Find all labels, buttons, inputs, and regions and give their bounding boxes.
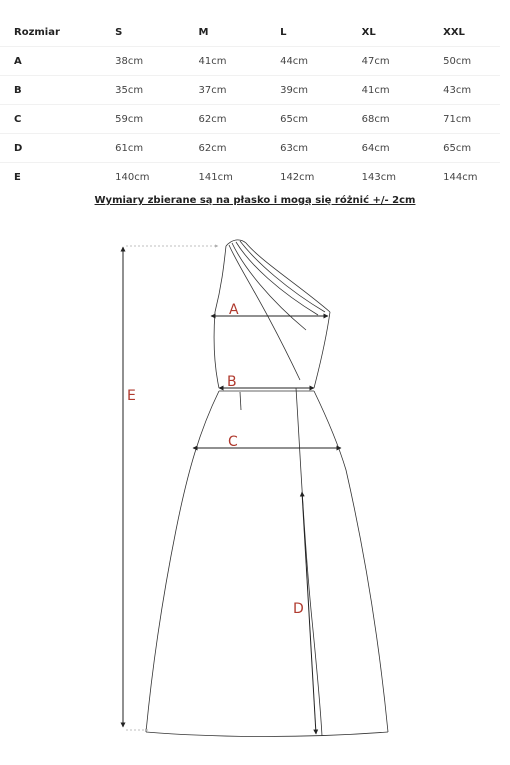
header-size-s: S — [115, 18, 198, 47]
table-cell: 39cm — [280, 76, 362, 105]
table-header-row — [0, 18, 500, 47]
label-e: E — [127, 388, 136, 404]
table-row-e — [0, 163, 500, 192]
dress-diagram — [0, 225, 510, 760]
table-cell: 143cm — [361, 171, 396, 183]
header-size-xxl: XXL — [443, 18, 500, 47]
table-cell: 38cm — [115, 47, 198, 76]
table-cell: 50cm — [443, 47, 500, 76]
table-cell: 62cm — [199, 134, 281, 163]
label-b: B — [227, 374, 237, 390]
table-cell: 62cm — [199, 105, 281, 134]
table-row-d — [0, 134, 500, 163]
table-cell: 43cm — [443, 76, 500, 105]
table-row-b — [0, 76, 500, 105]
table-cell: 65cm — [280, 105, 362, 134]
table-cell: 64cm — [362, 134, 444, 163]
header-size-xl: XL — [362, 18, 444, 47]
measurement-note: Wymiary zbierane są na płasko i mogą się różnić +/- 2cm — [94, 195, 416, 206]
size-table — [0, 18, 500, 191]
table-cell: 65cm — [443, 134, 500, 163]
row-label: D — [0, 134, 115, 163]
dress-outline — [146, 240, 388, 737]
row-label: A — [0, 47, 115, 76]
label-c: C — [228, 434, 238, 450]
label-a: A — [229, 302, 239, 318]
table-cell: 71cm — [443, 105, 500, 134]
table-cell: 59cm — [115, 105, 198, 134]
table-cell: 44cm — [280, 47, 362, 76]
table-cell: 140cm — [115, 171, 150, 183]
table-cell: 141cm — [198, 171, 233, 183]
label-d: D — [293, 601, 304, 617]
table-cell: 35cm — [115, 76, 198, 105]
table-row-c — [0, 105, 500, 134]
header-rozmiar: Rozmiar — [0, 18, 115, 47]
table-row-a — [0, 47, 500, 76]
measure-d-line — [302, 492, 316, 734]
row-label: B — [0, 76, 115, 105]
table-cell: 63cm — [280, 134, 362, 163]
table-cell: 41cm — [362, 76, 444, 105]
row-label: C — [0, 105, 115, 134]
row-label: E — [14, 171, 21, 183]
table-cell: 68cm — [362, 105, 444, 134]
header-size-l: L — [280, 18, 362, 47]
table-cell: 37cm — [199, 76, 281, 105]
table-cell: 61cm — [115, 134, 198, 163]
table-cell: 41cm — [199, 47, 281, 76]
table-cell: 142cm — [280, 171, 315, 183]
table-cell: 144cm — [443, 171, 478, 183]
header-size-m: M — [199, 18, 281, 47]
table-cell: 47cm — [362, 47, 444, 76]
